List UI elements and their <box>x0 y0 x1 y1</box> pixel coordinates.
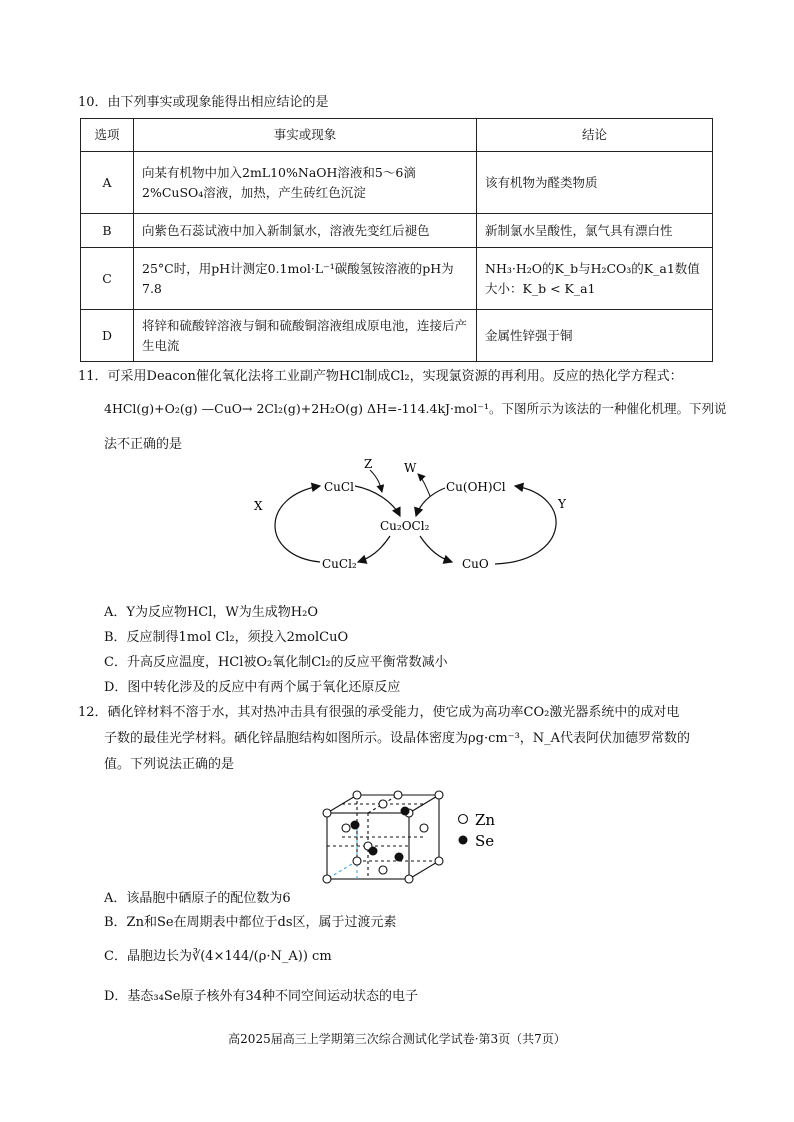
row-option: B <box>81 214 134 248</box>
q12-option-a: A．该晶胞中硒原子的配位数为6 <box>104 891 291 906</box>
label-y: Y <box>558 497 566 511</box>
header-fact: 事实或现象 <box>134 119 477 152</box>
arrow-cucl-to-cu2ocl2 <box>355 486 400 516</box>
arrow-cuo-to-cuohcl <box>495 486 556 564</box>
row-option: D <box>81 310 134 362</box>
legend-se-label: Se <box>475 832 495 850</box>
q11-equation-line <box>104 400 727 418</box>
legend-zn-marker <box>459 815 468 824</box>
species-cuo: CuO <box>462 557 489 571</box>
q12-option-d: D．基态₃₄Se原子核外有34种不同空间运动状态的电子 <box>104 989 418 1004</box>
row-option: C <box>81 248 134 310</box>
q10-table <box>80 118 713 362</box>
legend-se-marker <box>459 836 468 845</box>
row-option: A <box>81 152 134 214</box>
table-row <box>81 152 713 214</box>
row-conclusion: 金属性锌强于铜 <box>477 310 713 362</box>
species-cucl2: CuCl₂ <box>322 557 357 571</box>
table-row <box>81 214 713 248</box>
arrow-cucl2-to-cucl <box>275 486 320 562</box>
q11-stem-tail: 法不正确的是 <box>104 437 183 452</box>
q12-option-c-formula: ∛(4×144/(ρ·N_A)) cm <box>191 949 332 964</box>
q11-option-b: B．反应制得1mol Cl₂，须投入2molCuO <box>104 630 349 645</box>
q10-stem: 10．由下列事实或现象能得出相应结论的是 <box>78 95 329 110</box>
q12-stem-line3: 值。下列说法正确的是 <box>104 757 235 772</box>
q12-stem-line2: 子数的最佳光学材料。硒化锌晶胞结构如图所示。设晶体密度为ρg·cm⁻³，N_A代表阿伏加德罗常数的 <box>104 731 691 746</box>
table-header-row <box>81 119 713 152</box>
row-fact: 向某有机物中加入2mL10%NaOH溶液和5～6滴2%CuSO₄溶液，加热，产生砖红色沉淀 <box>134 152 477 214</box>
q11-option-d: D．图中转化涉及的反应中有两个属于氧化还原反应 <box>104 680 401 695</box>
row-conclusion: 该有机物为醛类物质 <box>477 152 713 214</box>
label-x: X <box>254 499 263 513</box>
znse-unit-cell-diagram <box>315 785 505 885</box>
row-fact: 25°C时，用pH计测定0.1mol·L⁻¹碳酸氢铵溶液的pH为7.8 <box>134 248 477 310</box>
q11-equation: 4HCl(g)+O₂(g) —CuO→ 2Cl₂(g)+2H₂O(g) ΔH=-114.4kJ·mol⁻¹ <box>104 401 489 416</box>
row-conclusion: 新制氯水呈酸性，氯气具有漂白性 <box>477 214 713 248</box>
row-conclusion: NH₃·H₂O的K_b与H₂CO₃的K_a1数值大小：K_b < K_a1 <box>477 248 713 310</box>
label-z: Z <box>364 457 373 471</box>
q11-stem: 11．可采用Deacon催化氧化法将工业副产物HCl制成Cl₂，实现氯资源的再利用。反应的热化学方程式： <box>78 369 683 384</box>
species-cuohcl: Cu(OH)Cl <box>446 480 506 494</box>
legend-zn-label: Zn <box>475 811 496 829</box>
header-option: 选项 <box>81 119 134 152</box>
label-w: W <box>404 461 417 475</box>
row-fact: 将锌和硫酸锌溶液与铜和硫酸铜溶液组成原电池，连接后产生电流 <box>134 310 477 362</box>
cell-hidden-edge-blue <box>327 861 357 879</box>
se-atoms <box>351 807 410 862</box>
q11-equation-tail: 。下图所示为该法的一种催化机理。下列说 <box>489 401 727 416</box>
q11-option-a: A．Y为反应物HCl，W为生成物H₂O <box>104 605 318 620</box>
q11-option-c: C．升高反应温度，HCl被O₂氧化制Cl₂的反应平衡常数减小 <box>104 655 448 670</box>
page-footer: 高2025届高三上学期第三次综合测试化学试卷·第3页（共7页） <box>228 1032 566 1046</box>
arrow-z-in <box>370 470 382 492</box>
arrow-cu2ocl2-to-cucl2 <box>358 536 390 562</box>
q12-stem-line1: 12．硒化锌材料不溶于水，其对热冲击具有很强的承受能力，使它成为高功率CO₂激光器系统中的成对电 <box>78 705 680 720</box>
species-cu2ocl2: Cu₂OCl₂ <box>380 519 430 533</box>
cell-right-face <box>409 795 439 879</box>
arrow-w-out <box>418 474 430 496</box>
arrow-cu2ocl2-to-cuo <box>420 536 452 562</box>
q12-option-c-text: C．晶胞边长为 <box>104 949 192 964</box>
header-conclusion: 结论 <box>477 119 713 152</box>
arrow-cuohcl-to-cu2ocl2 <box>416 488 445 516</box>
q12-option-b: B．Zn和Se在周期表中都位于ds区，属于过渡元素 <box>104 915 397 930</box>
species-cucl: CuCl <box>324 480 354 494</box>
table-row <box>81 248 713 310</box>
q12-option-c <box>104 948 332 966</box>
table-row <box>81 310 713 362</box>
catalytic-cycle-diagram <box>240 456 600 586</box>
row-fact: 向紫色石蕊试液中加入新制氯水，溶液先变红后褪色 <box>134 214 477 248</box>
